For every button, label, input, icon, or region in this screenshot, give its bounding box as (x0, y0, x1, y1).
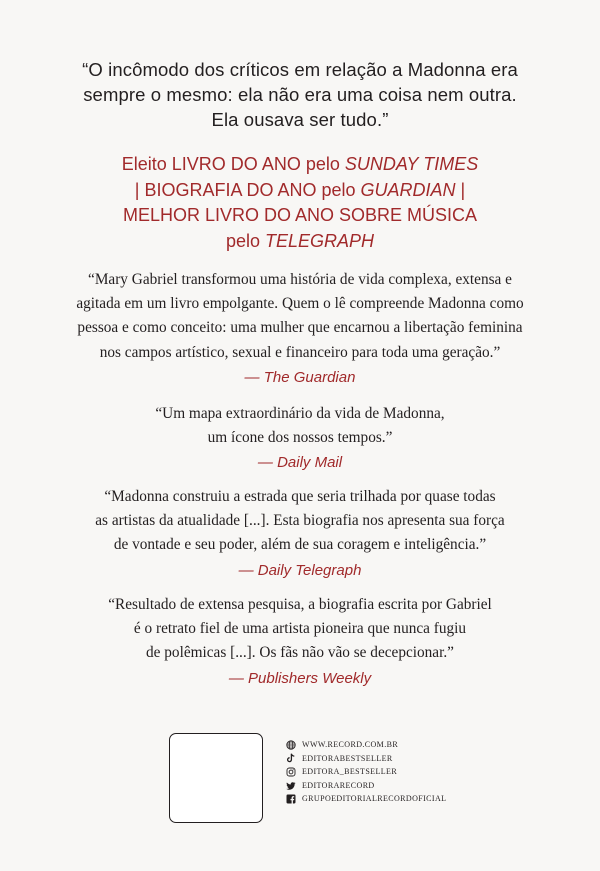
epigraph-line: sempre o mesmo: ela não era uma coisa nem outra. (83, 84, 517, 105)
social-links (286, 738, 446, 806)
social-item-twitter[interactable] (286, 779, 446, 793)
social-label: EDITORABESTSELLER (302, 753, 393, 763)
social-item-facebook[interactable] (286, 792, 446, 806)
quote-line: “Mary Gabriel transformou uma história de vida complexa, extensa e (88, 271, 512, 288)
quote-source: — Daily Mail (257, 454, 343, 472)
tiktok-icon (286, 753, 296, 763)
quote-line: um ícone dos nossos tempos.” (207, 429, 393, 447)
social-label: EDITORARECORD (302, 780, 375, 790)
epigraph-line: Ela ousava ser tudo.” (211, 109, 389, 130)
award-line: | BIOGRAFIA DO ANO pelo GUARDIAN | (134, 179, 466, 200)
twitter-icon (286, 781, 296, 791)
quote-line: nos campos artístico, sexual e financeiro para toda uma geração.” (99, 343, 501, 361)
quote-line: pessoa e como conceito: uma mulher que encarnou a libertação feminina (77, 319, 523, 337)
award-line: pelo TELEGRAPH (225, 230, 375, 251)
review-quote-guardian (30, 268, 570, 390)
epigraph-quote (40, 57, 560, 132)
award-line: Eleito LIVRO DO ANO pelo SUNDAY TIMES (121, 154, 479, 174)
review-quote-daily-mail (30, 402, 570, 475)
quote-line: de polêmicas [...]. Os fãs não vão se decepcionar.” (146, 644, 454, 662)
epigraph-line: “O incômodo dos críticos em relação a Madonna era (82, 59, 518, 80)
quote-line: agitada em um livro empolgante. Quem o lê compreende Madonna como (76, 295, 524, 313)
globe-icon (286, 740, 296, 750)
barcode-placeholder (169, 733, 263, 823)
review-quote-daily-telegraph (30, 485, 570, 583)
social-label: EDITORA_BESTSELLER (302, 767, 398, 777)
quote-source: — The Guardian (244, 368, 356, 386)
quote-line: “Madonna construiu a estrada que seria trilhada por quase todas (104, 488, 496, 505)
social-item-tiktok[interactable] (286, 752, 446, 766)
award-line: MELHOR LIVRO DO ANO SOBRE MÚSICA (122, 205, 478, 225)
review-quote-publishers-weekly (30, 593, 570, 691)
quote-source: — Daily Telegraph (238, 561, 362, 579)
quote-source: — Publishers Weekly (228, 669, 372, 687)
instagram-icon (286, 767, 296, 777)
social-item-instagram[interactable] (286, 765, 446, 779)
social-label: GRUPOEDITORIALRECORDOFICIAL (302, 794, 447, 804)
quote-line: as artistas da atualidade [...]. Esta biografia nos apresenta sua força (95, 512, 505, 530)
facebook-icon (286, 794, 296, 804)
quote-line: de vontade e seu poder, além de sua coragem e inteligência.” (113, 536, 487, 554)
award-block (40, 152, 560, 254)
social-item-website[interactable] (286, 738, 446, 752)
quote-line: “Resultado de extensa pesquisa, a biografia escrita por Gabriel (108, 596, 492, 613)
quote-line: “Um mapa extraordinário da vida de Madonna, (155, 405, 445, 422)
quote-line: é o retrato fiel de uma artista pioneira que nunca fugiu (133, 620, 467, 638)
social-label: WWW.RECORD.COM.BR (302, 740, 399, 749)
